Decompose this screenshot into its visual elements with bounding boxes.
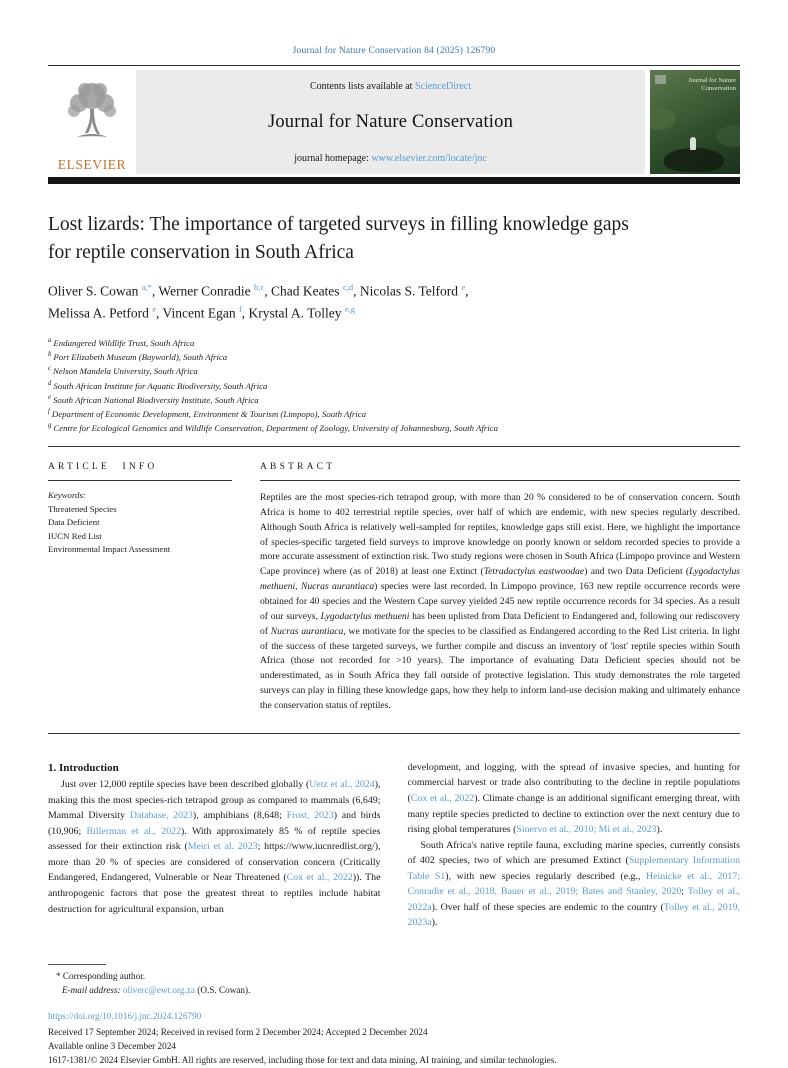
text-segment: Lost lizards: The importance of targeted surveys in filling knowledge gaps <box>48 214 629 235</box>
affiliation-item <box>48 350 740 364</box>
banner-center-panel <box>136 70 645 174</box>
text-segment: , <box>465 283 469 299</box>
inline-citation-link[interactable]: Heinicke et al., 2017; Conradie et al., 2018, Bauer et al., 2019; Bates and Stanley, 2020 <box>407 870 740 898</box>
homepage-url-link[interactable]: www.elsevier.com/locate/jnc <box>371 153 487 164</box>
text-segment: Tetradactylus eastwoodae <box>483 566 585 578</box>
inline-citation-link[interactable]: Billerman et al., 2022 <box>86 825 182 837</box>
contents-lists-text: Contents lists available at <box>309 81 415 92</box>
keywords-block <box>48 489 232 557</box>
homepage-label: journal homepage: <box>294 153 372 164</box>
journal-header-banner <box>48 70 740 174</box>
email-suffix: (O.S. Cowan). <box>197 984 251 995</box>
intro-paragraph <box>408 838 741 931</box>
affiliation-item <box>48 336 740 350</box>
corresponding-author-footnote <box>48 964 740 998</box>
email-link[interactable]: oliverc@ewt.org.za <box>122 984 195 995</box>
affiliation-text: Centre for Ecological Genomics and Wildlife Conservation, Department of Zoology, University of Johannesburg, South Africa <box>53 422 499 433</box>
article-title <box>48 211 740 266</box>
inline-citation-link[interactable]: Cox et al., 2022 <box>286 872 353 884</box>
text-segment: e <box>461 282 466 293</box>
text-segment: , we motivate for the species to be classified as Endangered according to the Red List criteria. In light of the success of these targeted surveys, we further compile and discuss an inventory of 'lost' reptile species within South Africa (those not recorded for >10 years). The importance of evaluating Data Deficient species should not be underestimated, as in South Africa they fall outside of protective legislation. This study demonstrates the role targeted surveys can play in filling these knowledge gaps, how they help to inform land-use decision making and ultimately enhance the conservation status of reptiles. <box>260 625 740 712</box>
text-segment: Lygodactylus methueni, Nucras aurantiaca <box>260 566 741 593</box>
inline-citation-link[interactable]: Frost, 2023 <box>286 810 334 822</box>
text-segment: , Vincent Egan <box>156 305 239 321</box>
info-abstract-section <box>48 462 740 714</box>
email-label: E-mail address: <box>62 984 121 995</box>
cover-journal-title: Journal for Nature Conservation <box>688 77 736 93</box>
intro-left-column <box>48 760 381 931</box>
running-head-citation: Journal for Nature Conservation 84 (2025) 126790 <box>292 46 496 56</box>
text-segment: for reptile conservation in South Africa <box>48 241 354 263</box>
text-segment: a,* <box>141 282 152 293</box>
affiliation-text: South African Institute for Aquatic Biodiversity, South Africa <box>53 380 268 391</box>
affiliation-label: c <box>48 365 52 373</box>
text-segment: ), amphibians (8,648; <box>192 810 287 822</box>
intro-paragraph <box>48 777 381 917</box>
text-segment: Reptiles are the most species-rich tetrapod group, with more than 20 % considered to be of conservation concern. South Africa is home to 402 terrestrial reptile species, over half of which are endemic, with new species regularly described. Although South Africa is relatively well-sampled for reptiles, knowledge gaps still exist. Here, we highlight the importance of species-specific targeted field surveys to improve knowledge on poorly known or seldom recorded species to provide a more accurate assessment of extinction risk. Two study regions were chosen in South Africa (Limpopo province and Western Cape province) where (as of 2018) at least one Extinct ( <box>260 491 740 578</box>
text-segment: , Chad Keates <box>264 283 343 299</box>
text-segment: ) species were last recorded. In Limpopo province, 163 new reptile occurrence records were obtained for 40 species and the Western Cape survey yielded 245 new reptile occurrence records for 34 species. As a result of our surveys, <box>260 581 740 622</box>
text-segment: ). <box>656 824 663 836</box>
copyright-line: 1617-1381/© 2024 Elsevier GmbH. All rights are reserved, including those for text and data mining, AI training, and similar technologies. <box>48 1055 557 1066</box>
affiliation-item <box>48 393 740 407</box>
cover-publisher-mark <box>655 75 666 84</box>
affiliation-label: g <box>48 421 52 429</box>
affiliation-text: Endangered Wildlife Trust, South Africa <box>53 338 195 349</box>
contents-lists-line <box>310 81 471 92</box>
inline-citation-link[interactable]: Sinervo et al., 2010; Mi et al., 2023 <box>516 824 657 836</box>
info-top-rule <box>48 446 740 447</box>
text-segment: Just over 12,000 reptile species have been described globally ( <box>61 779 310 791</box>
text-segment: c,d <box>342 282 354 293</box>
intro-paragraph <box>408 760 741 838</box>
journal-title: Journal for Nature Conservation <box>267 112 514 132</box>
inline-citation-link[interactable]: Tolley et al., 2019, 2023a <box>407 901 740 929</box>
affiliation-text: South African National Biodiversity Institute, South Africa <box>53 394 259 405</box>
available-online-line: Available online 3 December 2024 <box>48 1041 176 1052</box>
intro-section-heading: 1. Introduction <box>48 761 119 774</box>
keyword-item: Data Deficient <box>48 517 100 528</box>
cover-foliage-shape <box>716 125 740 147</box>
text-segment: ) and two Data Deficient ( <box>584 566 690 578</box>
article-footer <box>48 1010 740 1068</box>
text-segment: ; <box>681 886 688 898</box>
text-segment: , Krystal A. Tolley <box>241 305 345 321</box>
article-info-column <box>48 462 232 714</box>
text-segment: ). Over half of these species are endemic to the country ( <box>431 901 664 913</box>
affiliation-item <box>48 364 740 378</box>
header-top-rule <box>48 65 740 66</box>
elsevier-tree-icon <box>61 79 123 156</box>
affiliation-text: Port Elizabeth Museum (Bayworld), South Africa <box>53 352 228 363</box>
affiliation-item <box>48 421 740 435</box>
elsevier-logo <box>48 70 136 174</box>
elsevier-wordmark: ELSEVIER <box>57 157 127 172</box>
keywords-label: Keywords: <box>48 489 86 500</box>
email-line <box>48 984 740 998</box>
inline-citation-link[interactable]: Tolley et al., 2022a <box>407 886 741 913</box>
abstract-text <box>260 491 740 714</box>
inline-citation-link[interactable]: Cox et al., 2022 <box>410 792 475 804</box>
text-segment: ). With approximately 85 % of reptile species assessed for their extinction risk ( <box>48 825 381 853</box>
affiliation-label: a <box>48 337 52 345</box>
text-segment: )). The anthropogenic factors that pose the greatest threat to reptiles include habitat destruction for agricultural expansion, urban <box>48 872 381 915</box>
keyword-item: IUCN Red List <box>48 530 102 541</box>
journal-homepage-line <box>294 153 487 164</box>
text-segment: b,c <box>254 282 265 293</box>
text-segment: ) and birds (10,906; <box>48 810 381 837</box>
text-segment: Nucras aurantiaca <box>270 625 344 637</box>
text-segment: ), making this the most species-rich tetrapod group as compared to mammals (6,649; Mammal Diversity <box>48 779 381 822</box>
text-segment: Lygodactylus methueni <box>320 610 410 622</box>
inline-citation-link[interactable]: Database, 2023 <box>129 810 193 822</box>
affiliation-item <box>48 407 740 421</box>
text-segment: Melissa A. Petford <box>48 305 153 321</box>
affiliation-label: f <box>48 407 50 415</box>
cover-pond-shape <box>664 148 724 172</box>
text-segment: e <box>152 303 157 314</box>
keyword-item: Environmental Impact Assessment <box>48 544 171 555</box>
journal-cover-thumbnail <box>650 70 740 174</box>
intro-right-column <box>408 760 741 931</box>
abstract-bottom-rule <box>48 733 740 734</box>
affiliation-label: b <box>48 351 52 359</box>
affiliation-label: e <box>48 393 52 401</box>
text-segment: has been uplisted from Data Deficient to Endangered and, following our rediscovery of <box>260 610 740 637</box>
text-segment: ). Climate change is an additional significant emerging threat, with many reptile species predicted to decline to extinction over the next century due to rising global temperatures ( <box>407 792 740 836</box>
text-segment: , Nicolas S. Telford <box>353 283 462 299</box>
cover-person-figure <box>690 137 696 150</box>
inline-citation-link[interactable]: Uetz et al., 2024 <box>309 779 375 791</box>
author-list <box>48 281 740 324</box>
text-segment: Oliver S. Cowan <box>48 283 142 299</box>
keyword-item: Threatened Species <box>48 503 117 514</box>
affiliation-text: Nelson Mandela University, South Africa <box>53 366 198 377</box>
inline-citation-link[interactable]: Supplementary Information Table S1 <box>407 855 741 882</box>
affiliation-list <box>48 336 740 435</box>
affiliation-text: Department of Economic Development, Environment & Tourism (Limpopo), South Africa <box>51 408 367 419</box>
text-segment: ; https://www.iucnredlist.org/), more than 20 % of species are considered of conservation concern (Critically Endangered, Endangered, Vulnerable or Near Threatened ( <box>48 841 381 884</box>
affiliation-label: d <box>48 379 52 387</box>
text-segment: e,g <box>344 303 356 314</box>
affiliation-item <box>48 379 740 393</box>
received-dates-line: Received 17 September 2024; Received in revised form 2 December 2024; Accepted 2 December 2024 <box>48 1027 428 1038</box>
text-segment: ), with new species regularly described (e.g., <box>445 870 646 882</box>
sciencedirect-link[interactable]: ScienceDirect <box>414 81 472 92</box>
abstract-heading: ABSTRACT <box>260 462 740 481</box>
cover-foliage-shape <box>650 108 676 130</box>
text-segment: ). <box>431 917 438 929</box>
text-segment: f <box>238 303 242 314</box>
header-black-bar <box>48 177 740 184</box>
text-segment: South Africa's native reptile fauna, excluding marine species, currently consists of 402 species, two of which are presumed Extinct ( <box>407 839 740 867</box>
text-segment: development, and logging, with the spread of invasive species, and hunting for commercial harvest or trade also contributing to the decline in reptile populations ( <box>407 761 740 804</box>
introduction-section <box>48 760 740 931</box>
abstract-column <box>260 462 740 714</box>
doi-link[interactable]: https://doi.org/10.1016/j.jnc.2024.126790 <box>48 1011 202 1022</box>
article-info-heading: ARTICLE INFO <box>48 462 232 481</box>
corresponding-author-line: * Corresponding author. <box>56 970 146 981</box>
inline-citation-link[interactable]: Meiri et al. 2023 <box>187 841 258 853</box>
footnote-rule <box>48 964 106 965</box>
text-segment: , Werner Conradie <box>151 283 255 299</box>
